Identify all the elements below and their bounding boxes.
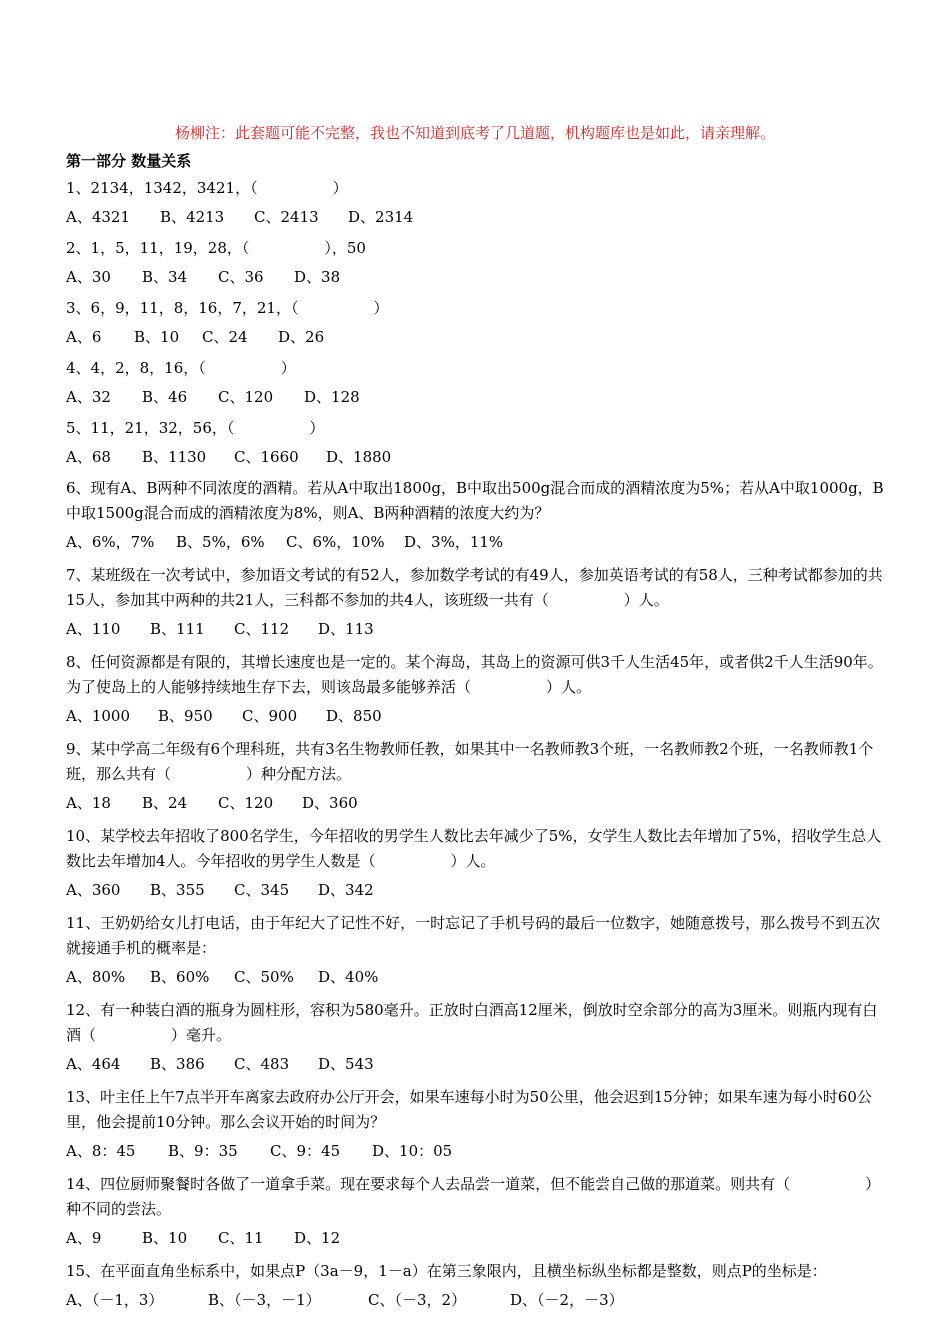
option-d: D、10：05: [372, 1142, 453, 1160]
option-b: B、1130: [142, 448, 207, 466]
option-a: A、9: [66, 1229, 102, 1247]
question-10-options: [66, 878, 892, 903]
option-c: C、120: [218, 794, 274, 812]
option-c: C、24: [202, 328, 248, 346]
question-2-options: [66, 265, 892, 290]
option-c: C、11: [218, 1229, 264, 1247]
option-d: D、3%，11%: [404, 533, 504, 551]
question-15-options: [66, 1288, 892, 1313]
option-d: D、543: [318, 1055, 374, 1073]
question-list: [66, 176, 892, 1313]
option-a: A、（－1，3）: [66, 1291, 164, 1309]
question-2: 2、1，5，11，19，28，（ ），50: [66, 239, 366, 257]
option-d: D、40%: [318, 968, 379, 986]
editor-note: 杨柳注：此套题可能不完整，我也不知道到底考了几道题，机构题库也是如此，请亲理解。: [174, 124, 775, 142]
option-c: C、345: [234, 881, 290, 899]
option-a: A、8：45: [66, 1142, 136, 1160]
option-b: B、111: [150, 620, 205, 638]
question-6-options: [66, 530, 892, 555]
option-d: D、128: [304, 388, 360, 406]
option-a: A、18: [66, 794, 111, 812]
option-c: C、112: [234, 620, 290, 638]
option-b: B、（－3，－1）: [208, 1291, 321, 1309]
question-7: 7、某班级在一次考试中，参加语文考试的有52人，参加数学考试的有49人，参加英语考试的有58人，三种考试都参加的共15人，参加其中两种的共21人，三科都不参加的共4人，该班级一共有（ ）人。: [66, 566, 883, 609]
option-b: B、9：35: [168, 1142, 238, 1160]
option-c: C、（－3，2）: [368, 1291, 467, 1309]
question-5-options: [66, 445, 892, 470]
option-c: C、1660: [234, 448, 299, 466]
option-a: A、30: [66, 268, 111, 286]
option-d: D、342: [318, 881, 374, 899]
option-a: A、360: [66, 881, 121, 899]
question-13: 13、叶主任上午7点半开车离家去政府办公厅开会，如果车速每小时为50公里，他会迟到15分钟；如果车速为每小时60公里，他会提前10分钟。那么会议开始的时间为？: [66, 1088, 872, 1131]
question-13-options: [66, 1139, 892, 1164]
question-5: 5、11，21，32，56，（ ）: [66, 419, 325, 437]
option-b: B、24: [142, 794, 188, 812]
option-d: D、360: [302, 794, 358, 812]
question-6: 6、现有A、B两种不同浓度的酒精。若从A中取出1800g，B中取出500g混合而成的酒精浓度为5%；若从A中取1000g，B中取1500g混合而成的酒精浓度为8%，则A、B两种酒精的浓度大约为？: [66, 479, 884, 522]
question-10: 10、某学校去年招收了800名学生，今年招收的男学生人数比去年减少了5%，女学生人数比去年增加了5%，招收学生总人数比去年增加4人。今年招收的男学生人数是（ ）人。: [66, 827, 882, 870]
question-1: 1、2134，1342，3421，（ ）: [66, 179, 348, 197]
question-14-options: [66, 1226, 892, 1251]
question-11-options: [66, 965, 892, 990]
option-b: B、60%: [150, 968, 210, 986]
option-c: C、36: [218, 268, 264, 286]
option-d: D、26: [278, 328, 325, 346]
option-a: A、68: [66, 448, 111, 466]
option-c: C、483: [234, 1055, 290, 1073]
question-12: 12、有一种装白酒的瓶身为圆柱形，容积为580毫升。正放时白酒高12厘米，倒放时空余部分的高为3厘米。则瓶内现有白酒（ ）毫升。: [66, 1001, 878, 1044]
option-b: B、355: [150, 881, 205, 899]
option-a: A、4321: [66, 208, 131, 226]
option-c: C、120: [218, 388, 274, 406]
option-b: B、4213: [160, 208, 225, 226]
question-3: 3、6，9，11，8，16，7，21，（ ）: [66, 299, 389, 317]
option-b: B、386: [150, 1055, 205, 1073]
option-a: A、464: [66, 1055, 121, 1073]
option-d: D、（－2，－3）: [510, 1291, 624, 1309]
option-d: D、2314: [348, 208, 414, 226]
option-b: B、34: [142, 268, 188, 286]
option-c: C、900: [242, 707, 298, 725]
option-b: B、46: [142, 388, 188, 406]
question-14: 14、四位厨师聚餐时各做了一道拿手菜。现在要求每个人去品尝一道菜，但不能尝自己做的那道菜。则共有（ ）种不同的尝法。: [66, 1175, 881, 1218]
option-d: D、38: [294, 268, 341, 286]
option-a: A、6: [66, 328, 102, 346]
question-9: 9、某中学高二年级有6个理科班，共有3名生物教师任教，如果其中一名教师教3个班，一名教师教2个班，一名教师教1个班，那么共有（ ）种分配方法。: [66, 740, 874, 783]
option-a: A、1000: [66, 707, 131, 725]
option-a: A、32: [66, 388, 111, 406]
section-title: 第一部分 数量关系: [66, 152, 192, 170]
option-b: B、950: [158, 707, 213, 725]
question-8-options: [66, 704, 892, 729]
option-c: C、2413: [254, 208, 319, 226]
question-9-options: [66, 791, 892, 816]
option-a: A、6%，7%: [66, 533, 155, 551]
option-d: D、113: [318, 620, 374, 638]
option-d: D、850: [326, 707, 382, 725]
question-4: 4、4，2，8，16，（ ）: [66, 359, 296, 377]
option-c: C、50%: [234, 968, 294, 986]
option-d: D、12: [294, 1229, 341, 1247]
option-b: B、5%，6%: [176, 533, 265, 551]
document-body: [66, 150, 892, 1313]
option-c: C、6%，10%: [286, 533, 385, 551]
question-12-options: [66, 1052, 892, 1077]
option-b: B、10: [142, 1229, 188, 1247]
option-b: B、10: [134, 328, 180, 346]
question-8: 8、任何资源都是有限的，其增长速度也是一定的。某个海岛，其岛上的资源可供3千人生活45年，或者供2千人生活90年。为了使岛上的人能够持续地生存下去，则该岛最多能够养活（ ）人。: [66, 653, 883, 696]
option-c: C、9：45: [270, 1142, 341, 1160]
question-11: 11、王奶奶给女儿打电话，由于年纪大了记性不好，一时忘记了手机号码的最后一位数字，她随意拨号，那么拨号不到五次就接通手机的概率是：: [66, 914, 881, 957]
question-15: 15、在平面直角坐标系中，如果点P（3a－9，1－a）在第三象限内，且横坐标纵坐标都是整数，则点P的坐标是：: [66, 1262, 827, 1280]
option-a: A、80%: [66, 968, 126, 986]
question-3-options: [66, 325, 892, 350]
question-7-options: [66, 617, 892, 642]
option-a: A、110: [66, 620, 121, 638]
question-1-options: [66, 205, 892, 230]
option-d: D、1880: [326, 448, 392, 466]
question-4-options: [66, 385, 892, 410]
